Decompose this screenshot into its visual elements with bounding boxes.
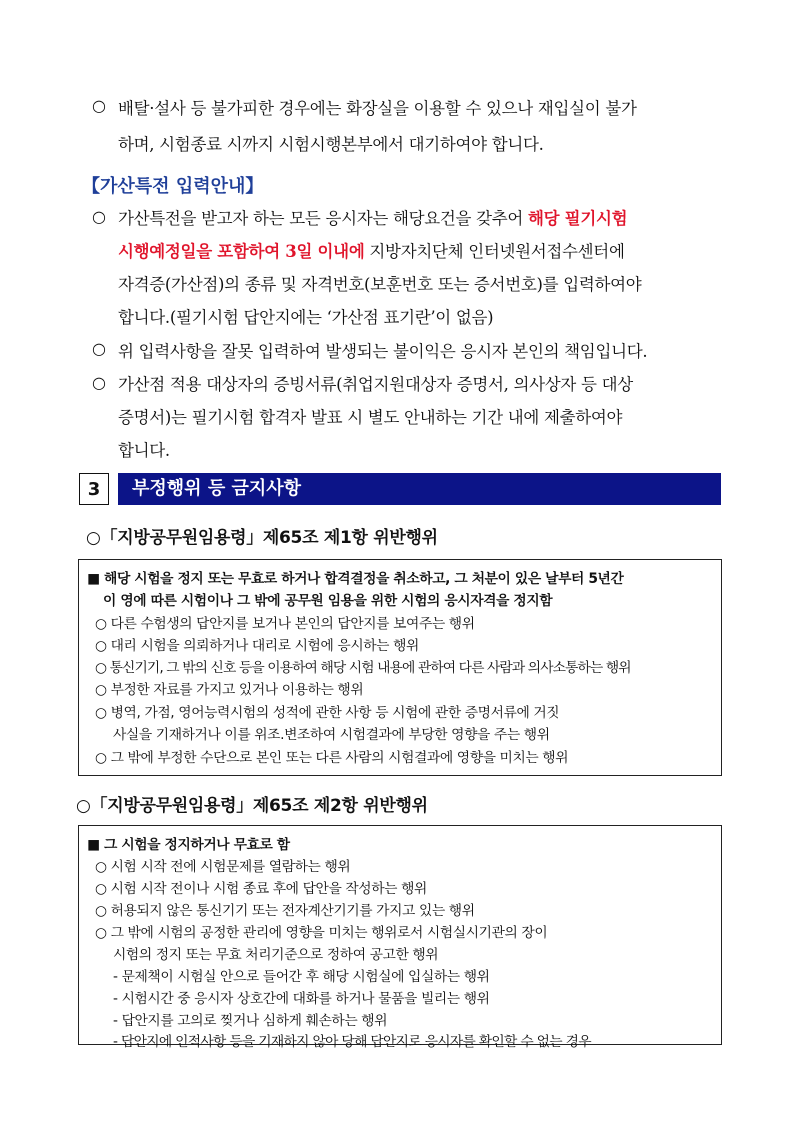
bonus-item1-line3: 자격증(가산점)의 종류 및 자격번호(보훈번호 또는 증서번호)를 입력하여야 [118, 275, 642, 294]
list-item: ○ 허용되지 않은 통신기기 또는 전자계산기기를 가지고 있는 행위 [95, 903, 475, 919]
bonus-item3-line1: 가산점 적용 대상자의 증빙서류(취업지원대상자 증명서, 의사상자 등 대상 [118, 375, 633, 394]
list-item: - 문제책이 시험실 안으로 들어간 후 해당 시험실에 입실하는 행위 [113, 969, 490, 985]
bullet-circle: ○ [92, 96, 106, 115]
section-title: 부정행위 등 금지사항 [118, 473, 721, 505]
list-item: - 답안지를 고의로 찢거나 심하게 훼손하는 행위 [113, 1013, 388, 1029]
bonus-item1-line1: 가산특전을 받고자 하는 모든 응시자는 해당요건을 갖추어 해당 필기시험 [118, 209, 628, 228]
bonus-item3-line2: 증명서)는 필기시험 합격자 발표 시 별도 안내하는 기간 내에 제출하여야 [118, 408, 623, 427]
list-item: ○ 대리 시험을 의뢰하거나 대리로 시험에 응시하는 행위 [95, 638, 419, 654]
list-item: 사실을 기재하거나 이를 위조.변조하여 시험결과에 부당한 영향을 주는 행위 [113, 727, 550, 743]
list-item: ○ 부정한 자료를 가지고 있거나 이용하는 행위 [95, 682, 364, 698]
list-item: ○ 통신기기, 그 밖의 신호 등을 이용하여 해당 시험 내용에 관하여 다른 사람과 의사소통하는 행위 [95, 660, 631, 676]
bonus-item1-line4: 합니다.(필기시험 답안지에는 ‘가산점 표기란’이 없음) [118, 308, 494, 327]
article2-heading: ○「지방공무원임용령」제65조 제2항 위반행위 [76, 796, 428, 816]
list-item: ○ 그 밖에 시험의 공정한 관리에 영향을 미치는 행위로서 시험실시기관의 장이 [95, 925, 548, 941]
bonus-item2: 위 입력사항을 잘못 입력하여 발생되는 불이익은 응시자 본인의 책임입니다. [118, 342, 648, 361]
bonus-item3-line3: 합니다. [118, 441, 170, 460]
article1-box [78, 559, 722, 776]
list-item: ○ 시험 시작 전이나 시험 종료 후에 답안을 작성하는 행위 [95, 881, 427, 897]
intro-line-2: 하며, 시험종료 시까지 시험시행본부에서 대기하여야 합니다. [118, 135, 544, 154]
intro-line-1: 배탈·설사 등 불가피한 경우에는 화장실을 이용할 수 있으나 재입실이 불가 [118, 99, 637, 118]
list-item: ○ 다른 수험생의 답안지를 보거나 본인의 답안지를 보여주는 행위 [95, 616, 475, 632]
bullet-circle: ○ [92, 373, 106, 392]
list-item: ○ 시험 시작 전에 시험문제를 열람하는 행위 [95, 859, 351, 875]
list-item: 시험의 정지 또는 무효 처리기준으로 정하여 공고한 행위 [113, 947, 439, 963]
bonus-item1-line2: 시행예정일을 포함하여 3일 이내에 지방자치단체 인터넷원서접수센터에 [118, 242, 625, 261]
bullet-circle: ○ [92, 207, 106, 226]
article2-box-head: ■ 그 시험을 정지하거나 무효로 함 [87, 837, 290, 853]
article1-heading: ○「지방공무원임용령」제65조 제1항 위반행위 [86, 528, 438, 548]
section-number: 3 [79, 473, 109, 505]
bullet-circle: ○ [92, 339, 106, 358]
bonus-heading: 【가산특전 입력안내】 [82, 176, 264, 197]
list-item: - 시험시간 중 응시자 상호간에 대화를 하거나 물품을 빌리는 행위 [113, 991, 490, 1007]
list-item: - 답안지에 인적사항 등을 기재하지 않아 당해 답안지로 응시자를 확인할 수 없는 경우 [113, 1034, 591, 1050]
article2-box [78, 825, 722, 1050]
article1-box-head-1: ■ 해당 시험을 정지 또는 무효로 하거나 합격결정을 취소하고, 그 처분이 있은 날부터 5년간 [87, 571, 624, 587]
list-item: ○ 그 밖에 부정한 수단으로 본인 또는 다른 사람의 시험결과에 영향을 미치는 행위 [95, 750, 569, 766]
list-item: ○ 병역, 가점, 영어능력시험의 성적에 관한 사항 등 시험에 관한 증명서류에 거짓 [95, 705, 560, 721]
article1-box-head-2: 이 영에 따른 시험이나 그 밖에 공무원 임용을 위한 시험의 응시자격을 정지함 [103, 593, 553, 609]
